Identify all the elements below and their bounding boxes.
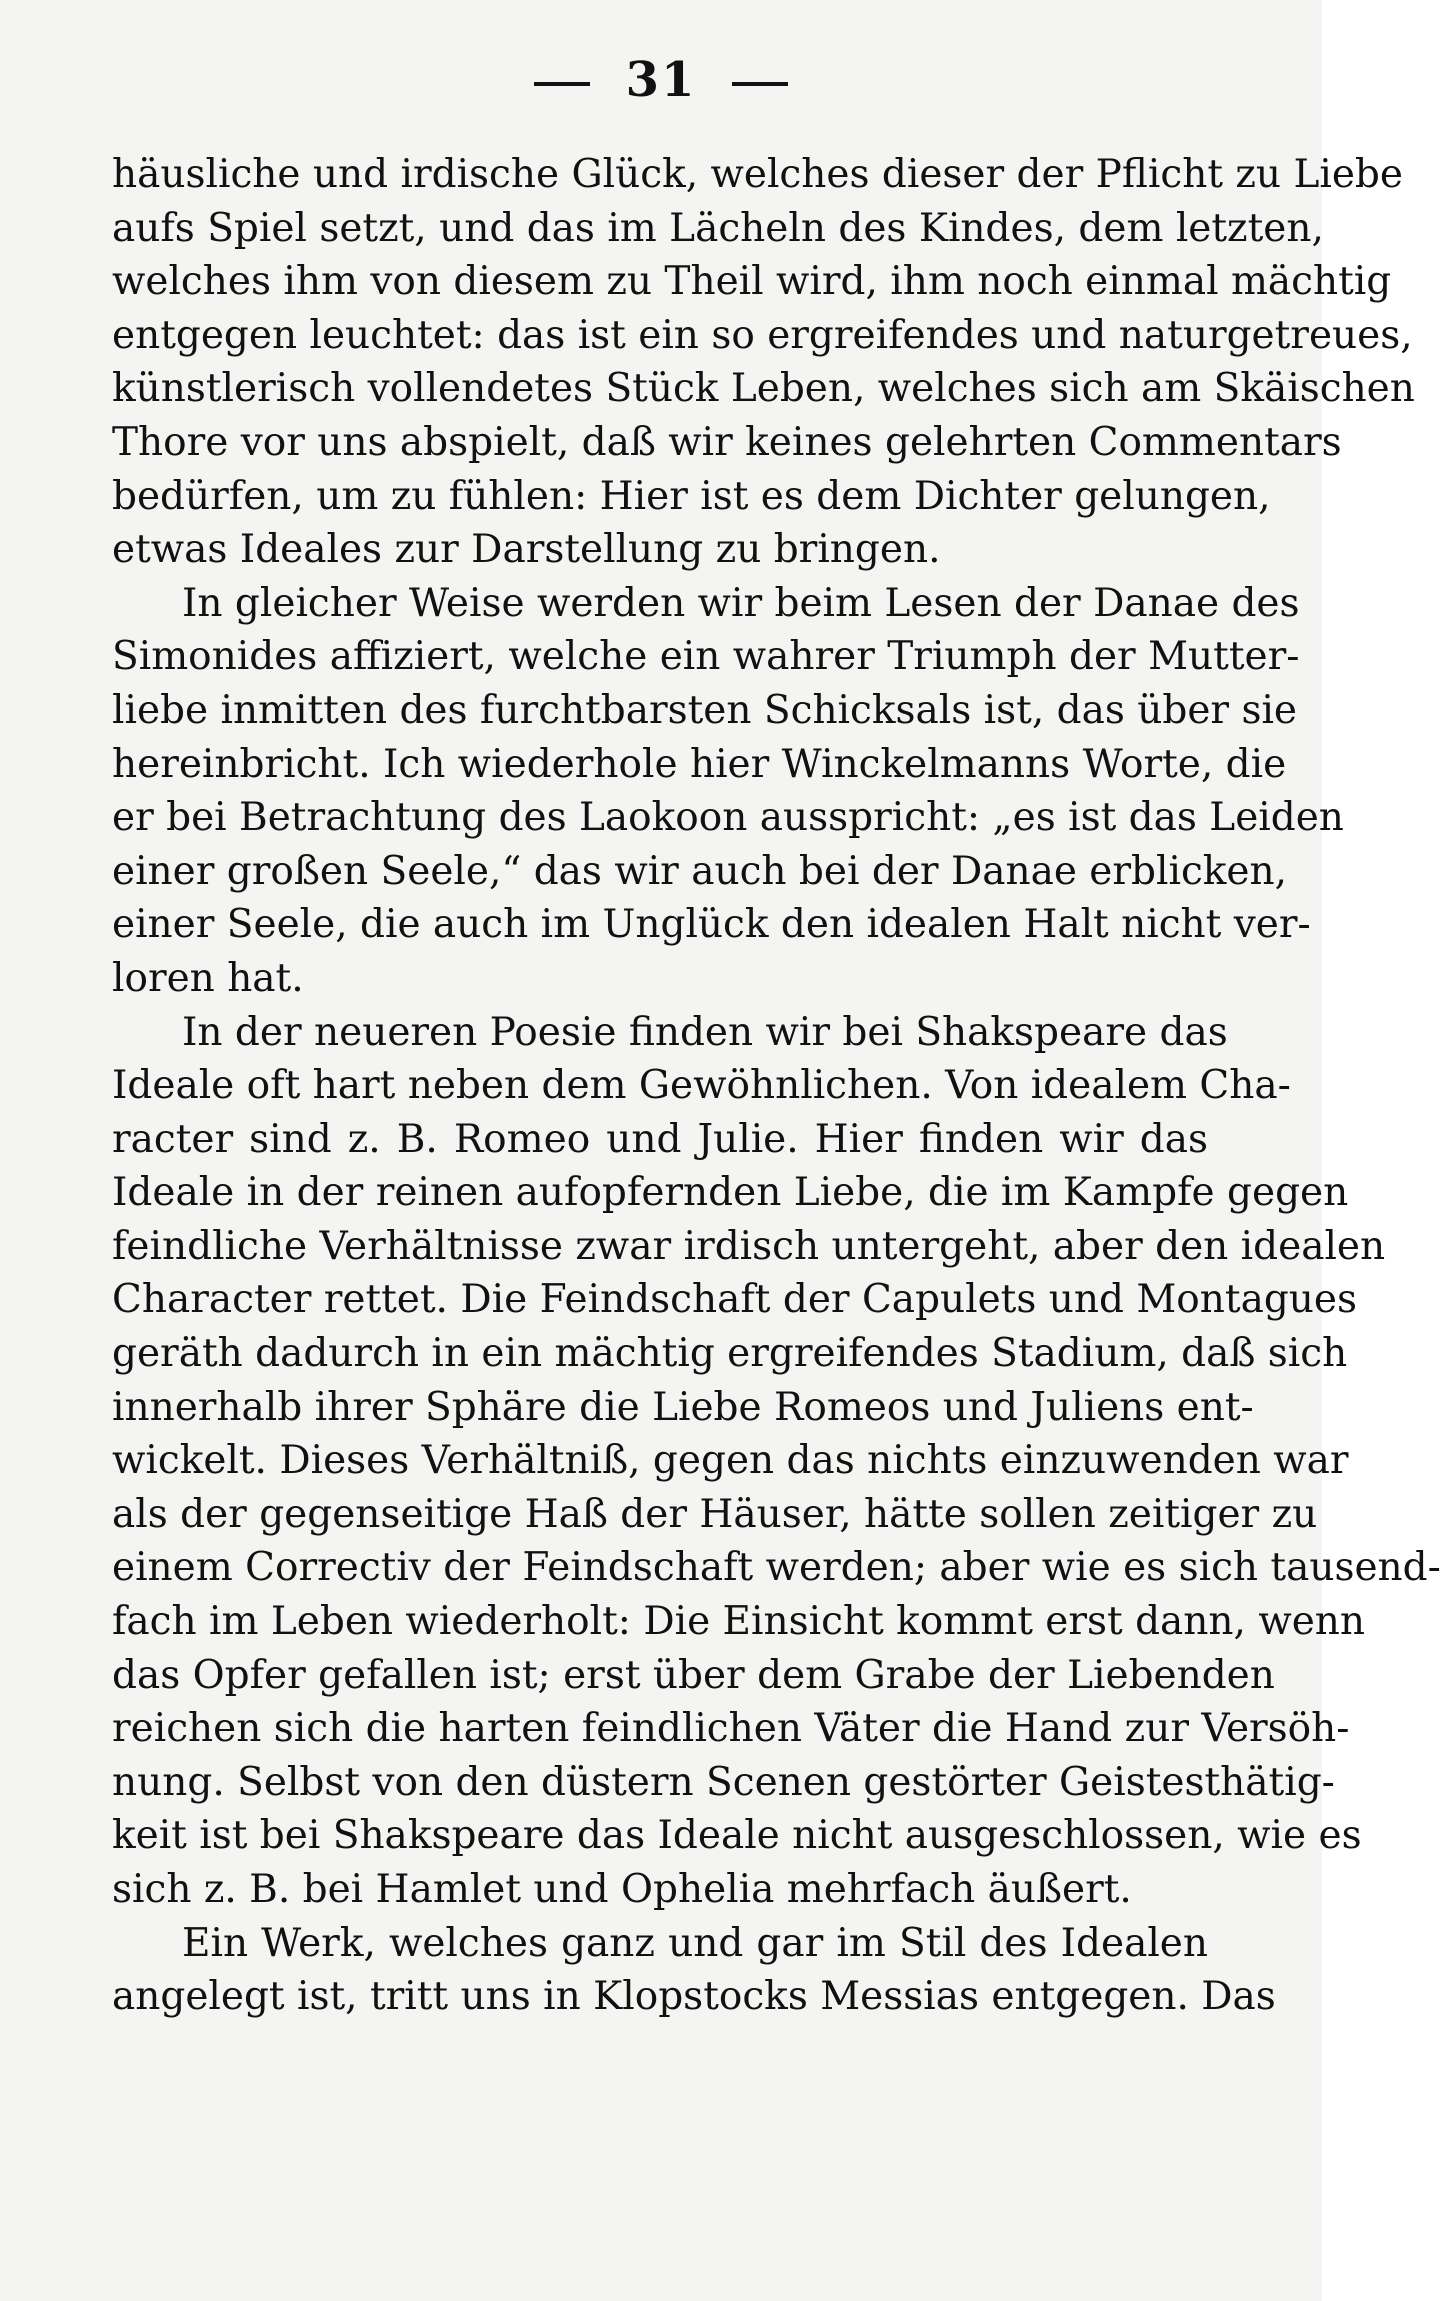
text-line: Ideale in der reinen aufopfernden Liebe, die im Kampfe gegen — [112, 1170, 1349, 1216]
page-header — [0, 52, 1322, 108]
text-line: Ideale oft hart neben dem Gewöhnlichen. Von idealem Cha- — [112, 1063, 1291, 1109]
text-line: er bei Betrachtung des Laokoon ausspricht: „es ist das Leiden — [112, 795, 1344, 841]
text-line: fach im Leben wiederholt: Die Einsicht kommt erst dann, wenn — [112, 1599, 1366, 1645]
text-line: einer großen Seele,“ das wir auch bei der Danae erblicken, — [112, 848, 1288, 894]
text-line: nung. Selbst von den düstern Scenen gestörter Geistesthätig- — [112, 1759, 1335, 1805]
text-line: geräth dadurch in ein mächtig ergreifendes Stadium, daß sich — [112, 1331, 1348, 1377]
text-line: häusliche und irdische Glück, welches dieser der Pflicht zu Liebe — [112, 152, 1403, 197]
text-line: In der neueren Poesie finden wir bei Shakspeare das — [182, 1009, 1228, 1055]
text-line: Thore vor uns abspielt, daß wir keines gelehrten Commentars — [112, 419, 1342, 465]
text-line: einem Correctiv der Feindschaft werden; aber wie es sich tausend- — [112, 1545, 1441, 1591]
text-line: liebe inmitten des furchtbarsten Schicksals ist, das über sie — [112, 687, 1298, 733]
text-line: Ein Werk, welches ganz und gar im Stil des Idealen — [182, 1920, 1208, 1966]
text-line: sich z. B. bei Hamlet und Ophelia mehrfach äußert. — [112, 1867, 1132, 1912]
text-line: Character rettet. Die Feindschaft der Capulets und Montagues — [112, 1277, 1357, 1323]
text-line: welches ihm von diesem zu Theil wird, ihm noch einmal mächtig — [112, 259, 1392, 305]
text-line: innerhalb ihrer Sphäre die Liebe Romeos und Juliens ent- — [112, 1384, 1254, 1430]
text-line: In gleicher Weise werden wir beim Lesen der Danae des — [182, 580, 1300, 626]
text-line: entgegen leuchtet: das ist ein so ergreifendes und naturgetreues, — [112, 312, 1413, 358]
text-line: aufs Spiel setzt, und das im Lächeln des Kindes, dem letzten, — [112, 205, 1324, 251]
text-line: Simonides affiziert, welche ein wahrer Triumph der Mutter- — [112, 634, 1300, 680]
text-line: racter sind z. B. Romeo und Julie. Hier finden wir das — [112, 1116, 1208, 1162]
text-line: künstlerisch vollendetes Stück Leben, welches sich am Skäischen — [112, 366, 1415, 412]
header-dash-right — [732, 82, 788, 86]
text-line: wickelt. Dieses Verhältniß, gegen das nichts einzuwenden war — [112, 1438, 1349, 1484]
page-number: 31 — [625, 52, 697, 108]
text-line: etwas Ideales zur Darstellung zu bringen. — [112, 527, 941, 573]
text-line: hereinbricht. Ich wiederhole hier Winckelmanns Worte, die — [112, 741, 1287, 787]
text-line: loren hat. — [112, 955, 304, 1001]
text-line: das Opfer gefallen ist; erst über dem Grabe der Liebenden — [112, 1652, 1275, 1698]
body-text — [112, 148, 1441, 2024]
text-line: keit ist bei Shakspeare das Ideale nicht ausgeschlossen, wie es — [112, 1813, 1362, 1859]
text-line: feindliche Verhältnisse zwar irdisch untergeht, aber den idealen — [112, 1223, 1386, 1269]
text-line: angelegt ist, tritt uns in Klopstocks Messias entgegen. Das — [112, 1974, 1276, 2020]
text-line: bedürfen, um zu fühlen: Hier ist es dem Dichter gelungen, — [112, 473, 1271, 519]
text-line: als der gegenseitige Haß der Häuser, hätte sollen zeitiger zu — [112, 1491, 1318, 1537]
text-line: reichen sich die harten feindlichen Väter die Hand zur Versöh- — [112, 1706, 1350, 1752]
text-line: einer Seele, die auch im Unglück den idealen Halt nicht ver- — [112, 902, 1311, 948]
header-dash-left — [534, 82, 590, 86]
